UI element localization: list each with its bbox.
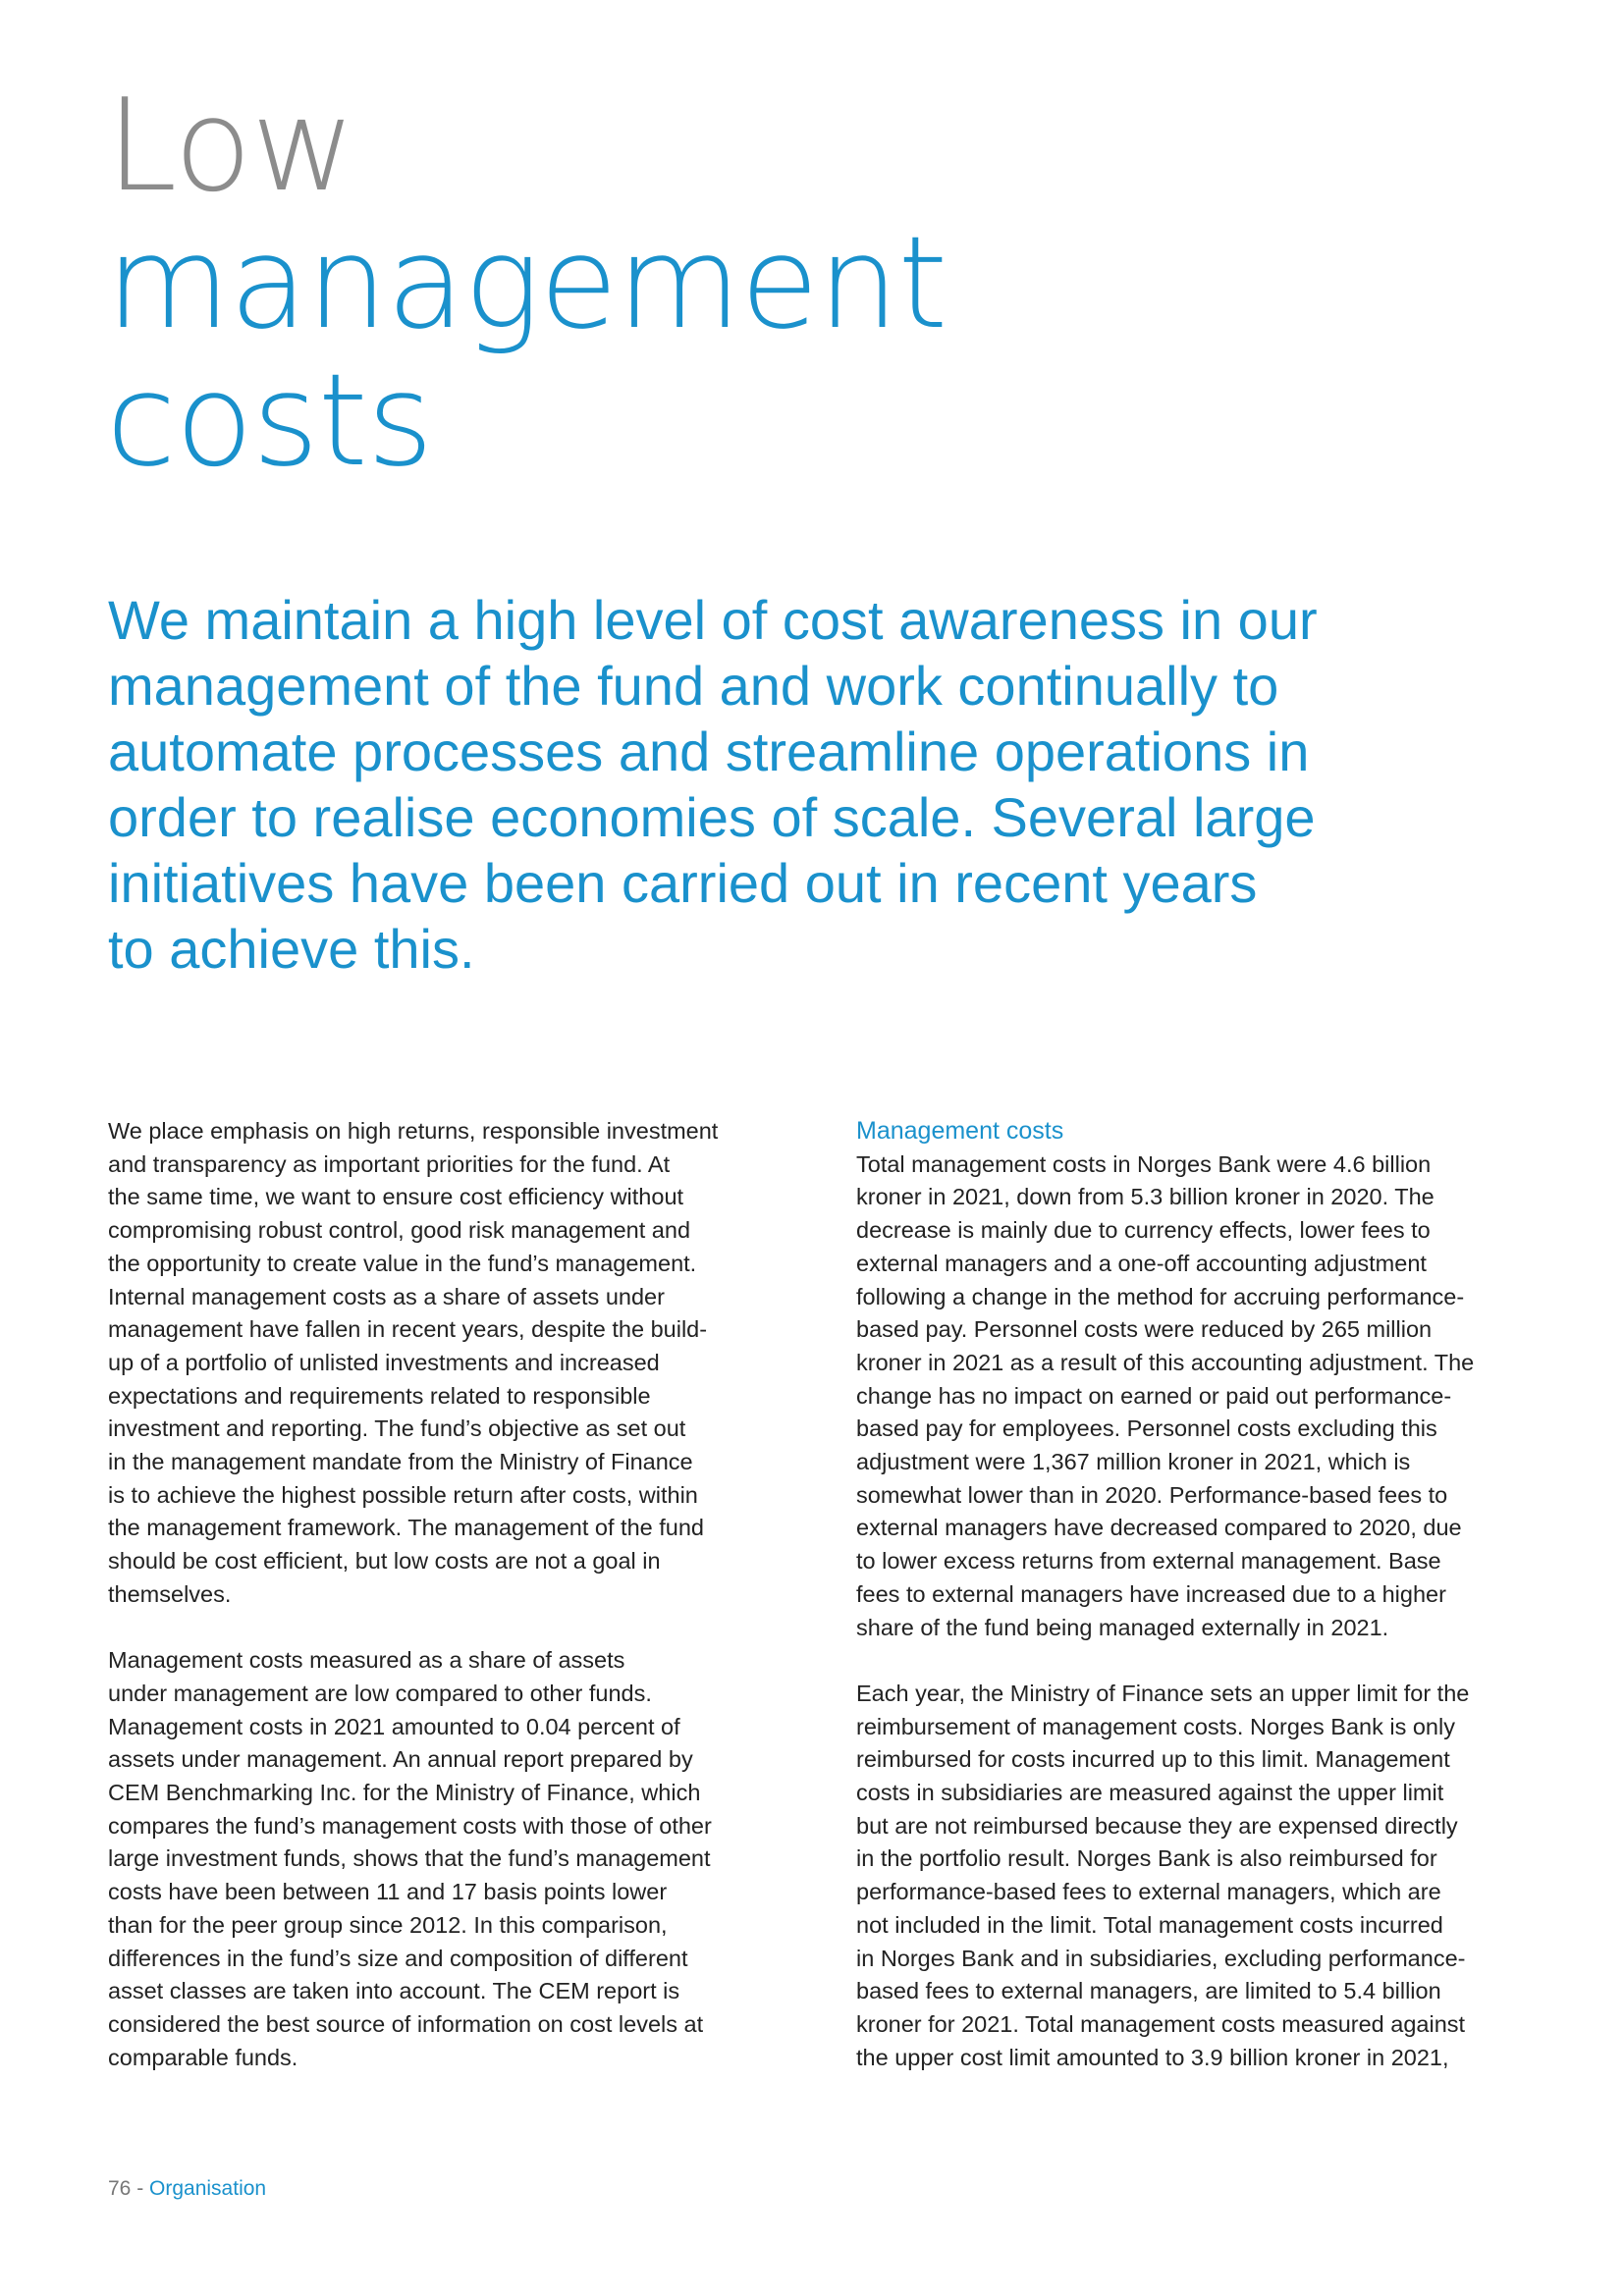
text-line: Each year, the Ministry of Finance sets an upper limit for the: [856, 1680, 1470, 1706]
text-line: compromising robust control, good risk management and: [108, 1217, 691, 1244]
lead-line: We maintain a high level of cost awareness in our: [108, 589, 1318, 651]
text-line: external managers have decreased compared to 2020, due: [856, 1515, 1462, 1541]
right-paragraph-2: [856, 1678, 1543, 2074]
text-line: based pay. Personnel costs were reduced by 265 million: [856, 1316, 1433, 1343]
text-line: kroner for 2021. Total management costs measured against: [856, 2010, 1466, 2037]
text-line: adjustment were 1,367 million kroner in 2021, which is: [856, 1449, 1411, 1475]
text-line: comparable funds.: [108, 2044, 298, 2070]
text-line: Management costs measured as a share of assets: [108, 1647, 625, 1674]
text-line: the opportunity to create value in the fund’s management.: [108, 1250, 697, 1276]
lead-line: automate processes and streamline operations in: [108, 721, 1310, 782]
text-line: considered the best source of information on cost levels at: [108, 2010, 704, 2037]
page-title: [106, 71, 947, 495]
text-line: fees to external managers have increased due to a higher: [856, 1580, 1446, 1607]
lead-line: management of the fund and work continually to: [108, 655, 1279, 717]
lead-line: initiatives have been carried out in recent years: [108, 852, 1258, 914]
text-line: following a change in the method for accruing performance-: [856, 1283, 1465, 1309]
page-footer: [108, 2177, 266, 2201]
right-column: [856, 1115, 1543, 2074]
text-line: somewhat lower than in 2020. Performance-based fees to: [856, 1481, 1448, 1508]
text-line: than for the peer group since 2012. In this comparison,: [108, 1911, 668, 1938]
text-line: in the management mandate from the Ministry of Finance: [108, 1449, 693, 1475]
paragraph-spacer: [108, 1612, 785, 1645]
text-line: investment and reporting. The fund’s objective as set out: [108, 1415, 686, 1442]
text-line: up of a portfolio of unlisted investments and increased: [108, 1349, 660, 1375]
text-line: to lower excess returns from external management. Base: [856, 1548, 1441, 1575]
section-name: Organisation: [149, 2177, 267, 2200]
left-paragraph-1: [108, 1115, 785, 1612]
text-line: the management framework. The management of the fund: [108, 1515, 704, 1541]
page-number: 76: [108, 2177, 132, 2200]
section-heading: Management costs: [856, 1117, 1064, 1145]
text-line: based pay for employees. Personnel costs excluding this: [856, 1415, 1437, 1442]
footer-separator: -: [131, 2177, 150, 2200]
title-line-3: costs: [106, 346, 433, 495]
text-line: Total management costs in Norges Bank were 4.6 billion: [856, 1150, 1432, 1177]
text-line: reimbursed for costs incurred up to this limit. Management: [856, 1746, 1450, 1773]
text-line: reimbursement of management costs. Norges Bank is only: [856, 1713, 1455, 1739]
lead-paragraph: [108, 587, 1414, 982]
text-line: Management costs in 2021 amounted to 0.04 percent of: [108, 1713, 680, 1739]
left-paragraph-2: [108, 1644, 785, 2074]
right-paragraph-1: [856, 1148, 1543, 1645]
paragraph-spacer: [856, 1644, 1543, 1678]
text-line: management have fallen in recent years, despite the build-: [108, 1316, 708, 1343]
text-line: change has no impact on earned or paid out performance-: [856, 1382, 1452, 1409]
text-line: We place emphasis on high returns, responsible investment: [108, 1118, 719, 1144]
text-line: the upper cost limit amounted to 3.9 billion kroner in 2021,: [856, 2044, 1449, 2070]
text-line: and transparency as important priorities for the fund. At: [108, 1150, 671, 1177]
text-line: under management are low compared to other funds.: [108, 1680, 652, 1706]
title-line-1: Low: [106, 71, 355, 220]
text-line: but are not reimbursed because they are expensed directly: [856, 1812, 1458, 1839]
text-line: expectations and requirements related to responsible: [108, 1382, 651, 1409]
text-line: costs in subsidiaries are measured against the upper limit: [856, 1780, 1444, 1806]
text-line: themselves.: [108, 1580, 232, 1607]
lead-line: order to realise economies of scale. Several large: [108, 786, 1316, 848]
text-line: in the portfolio result. Norges Bank is also reimbursed for: [856, 1845, 1437, 1872]
text-line: differences in the fund’s size and composition of different: [108, 1945, 688, 1971]
text-line: share of the fund being managed externally in 2021.: [856, 1614, 1389, 1640]
text-line: assets under management. An annual report prepared by: [108, 1746, 693, 1773]
text-line: compares the fund’s management costs with those of other: [108, 1812, 712, 1839]
lead-line: to achieve this.: [108, 918, 475, 980]
text-line: kroner in 2021, down from 5.3 billion kroner in 2020. The: [856, 1184, 1435, 1210]
left-column: [108, 1115, 785, 2074]
text-line: kroner in 2021 as a result of this accounting adjustment. The: [856, 1349, 1475, 1375]
title-line-2: management: [106, 208, 947, 357]
text-line: based fees to external managers, are limited to 5.4 billion: [856, 1978, 1441, 2004]
text-line: large investment funds, shows that the fund’s management: [108, 1845, 711, 1872]
text-line: costs have been between 11 and 17 basis points lower: [108, 1879, 668, 1905]
text-line: the same time, we want to ensure cost efficiency without: [108, 1184, 684, 1210]
text-line: external managers and a one-off accounting adjustment: [856, 1250, 1427, 1276]
text-line: asset classes are taken into account. The CEM report is: [108, 1978, 680, 2004]
text-line: Internal management costs as a share of assets under: [108, 1283, 665, 1309]
text-line: should be cost efficient, but low costs are not a goal in: [108, 1548, 661, 1575]
text-line: decrease is mainly due to currency effects, lower fees to: [856, 1217, 1431, 1244]
text-line: in Norges Bank and in subsidiaries, excluding performance-: [856, 1945, 1466, 1971]
text-line: is to achieve the highest possible return after costs, within: [108, 1481, 698, 1508]
text-line: CEM Benchmarking Inc. for the Ministry of Finance, which: [108, 1780, 701, 1806]
text-line: performance-based fees to external managers, which are: [856, 1879, 1441, 1905]
text-line: not included in the limit. Total management costs incurred: [856, 1911, 1443, 1938]
